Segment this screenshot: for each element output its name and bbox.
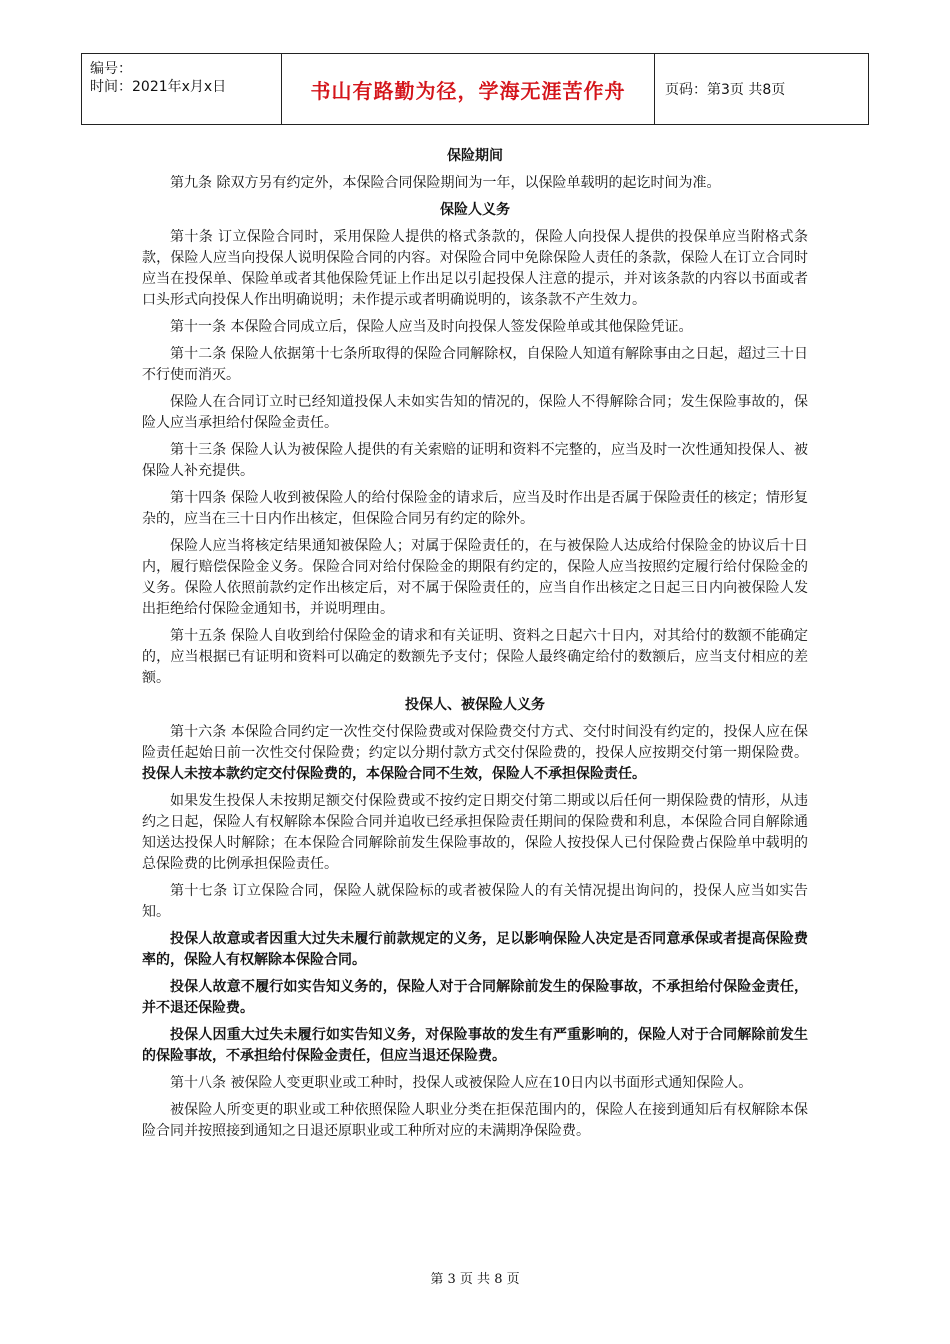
page-footer: 第 3 页 共 8 页 — [430, 1272, 520, 1287]
clause-paragraph — [142, 1025, 808, 1067]
clause-paragraph — [142, 488, 808, 530]
clause-paragraph — [142, 881, 808, 923]
clause-text: 第十二条 保险人依据第十七条所取得的保险合同解除权，自保险人知道有解除事由之日起，超过三十日不行使而消灭。 — [142, 346, 808, 383]
header-page-code: 页码：第3页 共8页 — [665, 82, 786, 98]
clause-paragraph — [142, 929, 808, 971]
clause-text: 如果发生投保人未按期足额交付保险费或不按约定日期交付第二期或以后任何一期保险费的情形，从违约之日起，保险人有权解除本保险合同并追收已经承担保险责任期间的保险费和利息，本保险合同自解除通知送达投保人时解除；在本保险合同解除前发生保险事故的，保险人按投保人已付保险费占保险单中载明的总保险费的比例承担保险责任。 — [142, 793, 808, 872]
clause-paragraph — [142, 626, 808, 689]
clause-text: 第十三条 保险人认为被保险人提供的有关索赔的证明和资料不完整的，应当及时一次性通知投保人、被保险人补充提供。 — [142, 442, 808, 479]
clause-paragraph — [142, 317, 808, 338]
clause-paragraph — [142, 392, 808, 434]
clause-paragraph — [142, 227, 808, 311]
clause-paragraph — [142, 791, 808, 875]
header-meta — [82, 54, 282, 124]
clause-text: 第十五条 保险人自收到给付保险金的请求和有关证明、资料之日起六十日内，对其给付的数额不能确定的，应当根据已有证明和资料可以确定的数额先予支付；保险人最终确定给付的数额后，应当支付相应的差额。 — [142, 628, 808, 686]
header-slogan: 书山有路勤为径，学海无涯苦作舟 — [282, 54, 655, 124]
clause-text: 保险人应当将核定结果通知被保险人；对属于保险责任的，在与被保险人达成给付保险金的协议后十日内，履行赔偿保险金义务。保险合同对给付保险金的期限有约定的，保险人应当按照约定履行给付保险金的义务。保险人依照前款约定作出核定后，对不属于保险责任的，应当自作出核定之日起三日内向被保险人发出拒绝给付保险金通知书，并说明理由。 — [142, 538, 808, 617]
clause-paragraph — [142, 977, 808, 1019]
clause-paragraph — [142, 722, 808, 785]
clause-text: 第十四条 保险人收到被保险人的给付保险金的请求后，应当及时作出是否属于保险责任的核定；情形复杂的，应当在三十日内作出核定，但保险合同另有约定的除外。 — [142, 490, 808, 527]
page-header — [81, 53, 869, 125]
document-number-label: 编号： — [90, 61, 132, 77]
section-heading: 保险人义务 — [440, 202, 510, 218]
clause-text: 投保人故意不履行如实告知义务的，保险人对于合同解除前发生的保险事故，不承担给付保险金责任，并不退还保险费。 — [142, 979, 808, 1016]
clause-paragraph — [142, 344, 808, 386]
clause-text: 第十六条 本保险合同约定一次性交付保险费或对保险费交付方式、交付时间没有约定的，投保人应在保险责任起始日前一次性交付保险费；约定以分期付款方式交付保险费的，投保人应按期交付第一期保险费。 — [142, 724, 808, 761]
clause-text: 保险人在合同订立时已经知道投保人未如实告知的情况的，保险人不得解除合同；发生保险事故的，保险人应当承担给付保险金责任。 — [142, 394, 808, 431]
clause-paragraph — [142, 440, 808, 482]
clause-text: 第十一条 本保险合同成立后，保险人应当及时向投保人签发保险单或其他保险凭证。 — [170, 319, 693, 335]
clause-text: 第九条 除双方另有约定外，本保险合同保险期间为一年，以保险单载明的起讫时间为准。 — [170, 175, 721, 191]
clause-text: 投保人因重大过失未履行如实告知义务，对保险事故的发生有严重影响的，保险人对于合同解除前发生的保险事故，不承担给付保险金责任，但应当退还保险费。 — [142, 1027, 808, 1064]
clause-text: 投保人故意或者因重大过失未履行前款规定的义务，足以影响保险人决定是否同意承保或者提高保险费率的，保险人有权解除本保险合同。 — [142, 931, 808, 968]
clause-paragraph — [142, 1073, 808, 1094]
clause-emphasis: 投保人未按本款约定交付保险费的，本保险合同不生效，保险人不承担保险责任。 — [142, 766, 646, 782]
section-heading: 投保人、被保险人义务 — [405, 697, 545, 713]
clause-text: 第十七条 订立保险合同，保险人就保险标的或者被保险人的有关情况提出询问的，投保人应当如实告知。 — [142, 883, 808, 920]
section-heading: 保险期间 — [447, 148, 503, 164]
clause-paragraph — [142, 173, 808, 194]
document-body — [142, 142, 808, 1148]
clause-paragraph — [142, 536, 808, 620]
document-date: 时间：2021年x月x日 — [90, 79, 227, 95]
clause-paragraph — [142, 1100, 808, 1142]
clause-text: 被保险人所变更的职业或工种依照保险人职业分类在拒保范围内的，保险人在接到通知后有权解除本保险合同并按照接到通知之日退还原职业或工种所对应的未满期净保险费。 — [142, 1102, 808, 1139]
clause-text: 第十八条 被保险人变更职业或工种时，投保人或被保险人应在10日内以书面形式通知保险人。 — [170, 1075, 753, 1091]
clause-text: 第十条 订立保险合同时，采用保险人提供的格式条款的，保险人向投保人提供的投保单应当附格式条款，保险人应当向投保人说明保险合同的内容。对保险合同中免除保险人责任的条款，保险人在订立合同时应当在投保单、保险单或者其他保险凭证上作出足以引起投保人注意的提示，并对该条款的内容以书面或者口头形式向投保人作出明确说明；未作提示或者明确说明的，该条款不产生效力。 — [142, 229, 808, 308]
